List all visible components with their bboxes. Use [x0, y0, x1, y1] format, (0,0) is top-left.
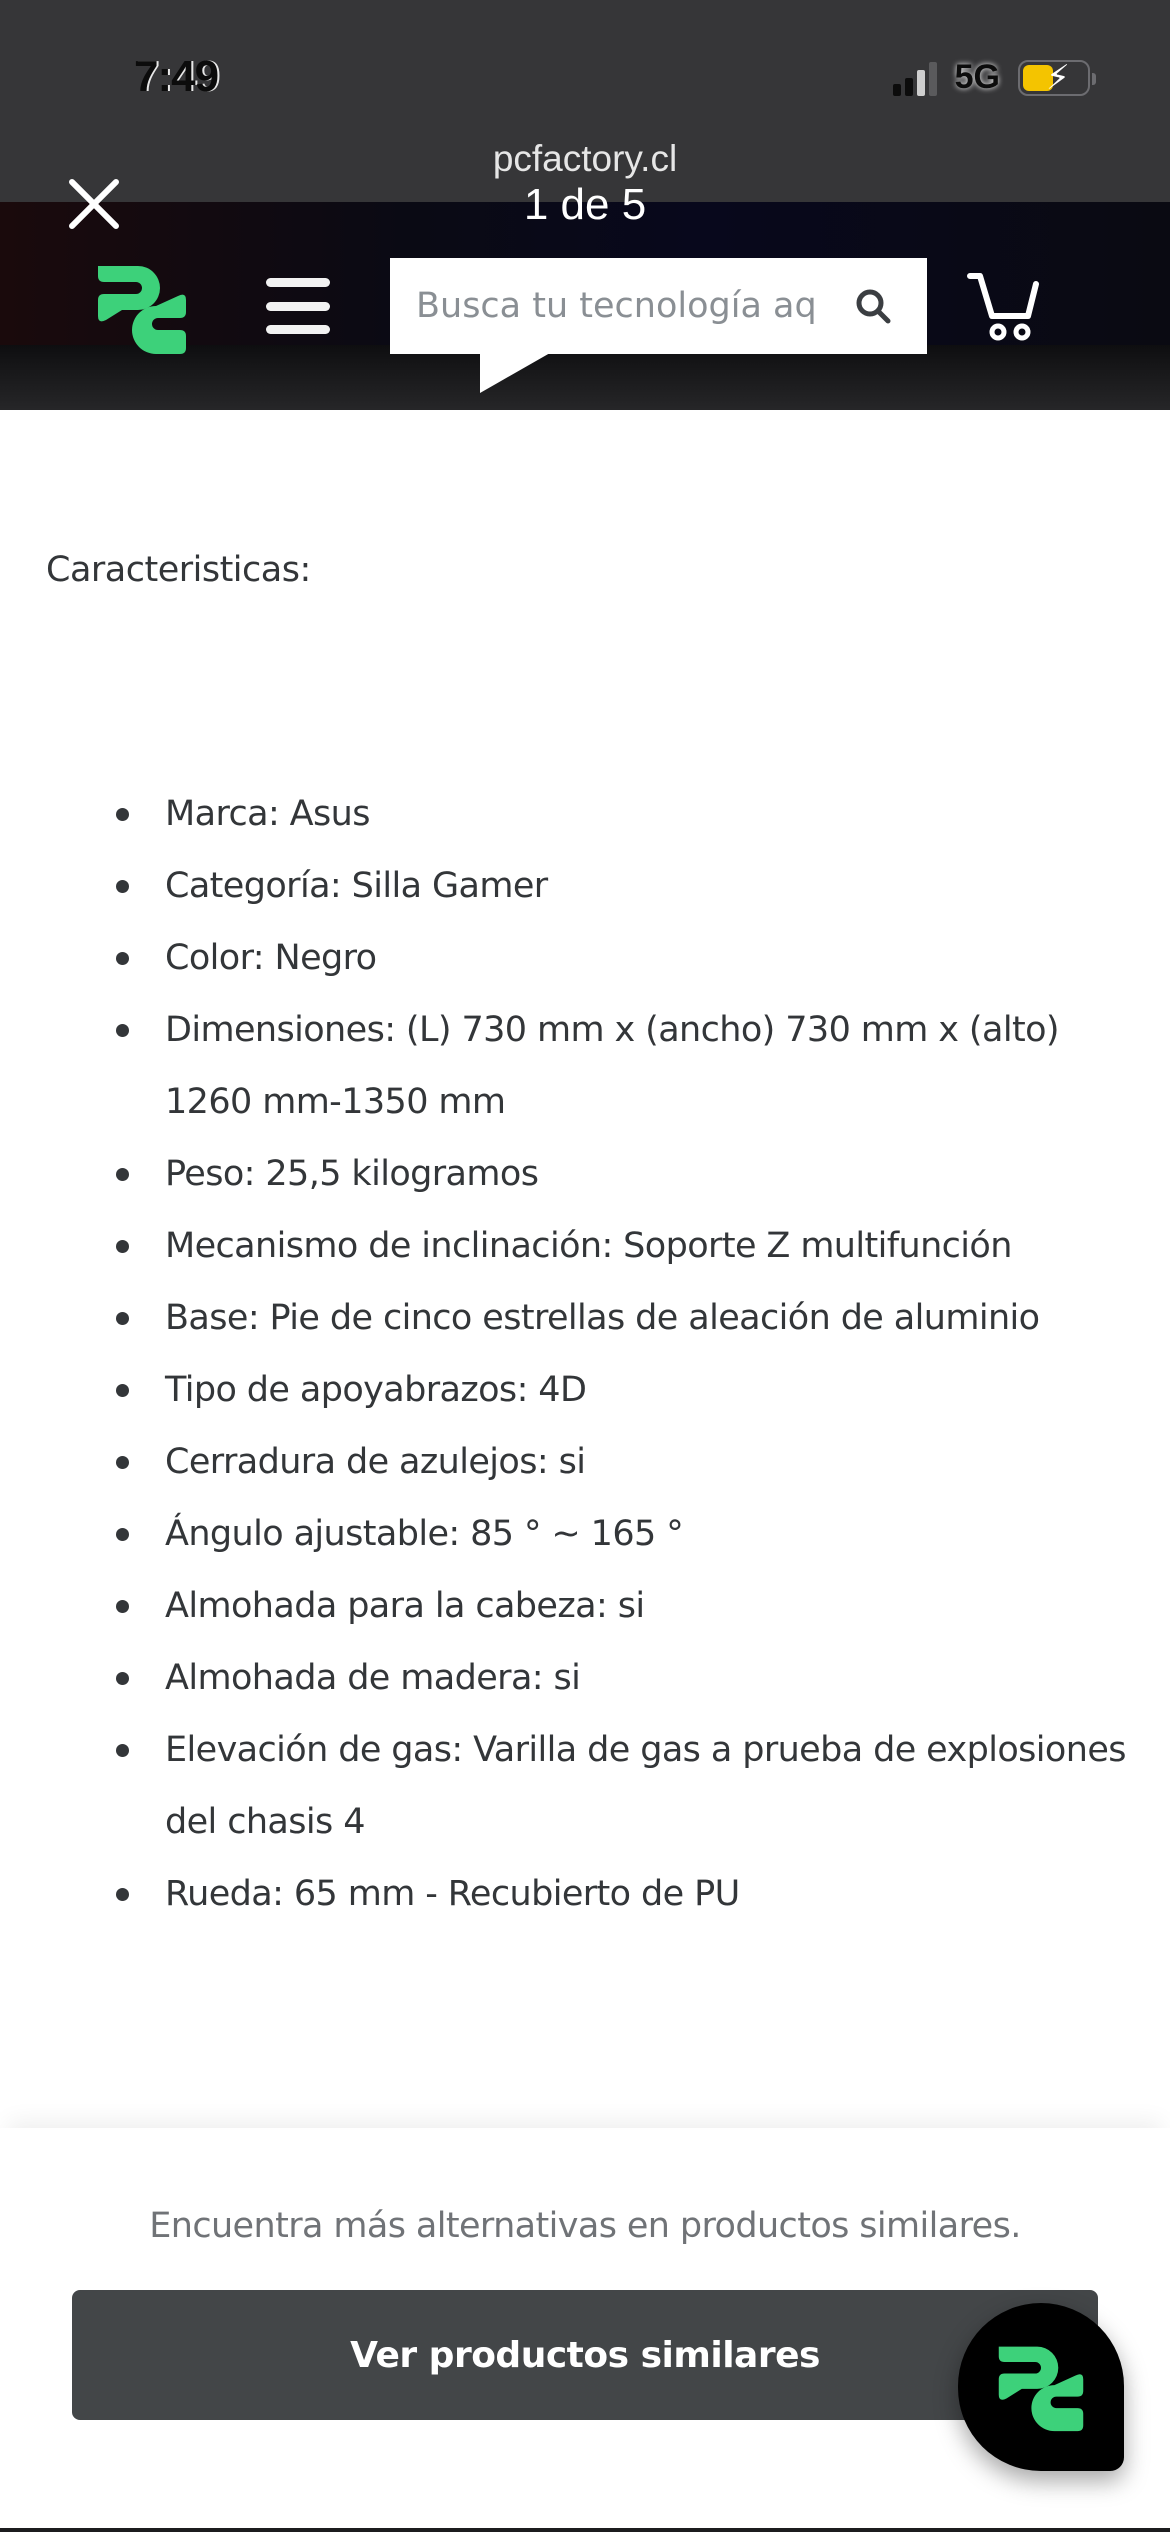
bullet-icon [116, 1672, 129, 1685]
status-icons [893, 58, 1090, 97]
signal-icon [893, 60, 937, 96]
features-list [112, 778, 1142, 1930]
section-title: Caracteristicas: [46, 550, 311, 590]
search-bubble-tail [480, 353, 550, 393]
list-item: Rueda: 65 mm - Recubierto de PU [112, 1858, 1142, 1930]
status-time: 7:49 [134, 52, 219, 101]
bullet-icon [116, 1456, 129, 1469]
list-item: Dimensiones: (L) 730 mm x (ancho) 730 mm x (alto) 1260 mm-1350 mm [112, 994, 1142, 1138]
list-item: Ángulo ajustable: 85 ° ~ 165 ° [112, 1498, 1142, 1570]
bullet-icon [116, 952, 129, 965]
bullet-icon [116, 1312, 129, 1325]
list-item: Mecanismo de inclinación: Soporte Z multifunción [112, 1210, 1142, 1282]
list-item: Peso: 25,5 kilogramos [112, 1138, 1142, 1210]
bullet-icon [116, 1240, 129, 1253]
battery-charging-icon: ⚡ [1018, 60, 1090, 96]
hamburger-menu-icon[interactable] [266, 278, 330, 334]
image-counter: 1 de 5 [523, 180, 647, 229]
chat-bubble-logo-icon[interactable] [958, 2303, 1124, 2471]
bullet-icon [116, 1528, 129, 1541]
list-item: Base: Pie de cinco estrellas de aleación de aluminio [112, 1282, 1142, 1354]
similar-products-text: Encuentra más alternativas en productos similares. [149, 2206, 1021, 2246]
list-item: Categoría: Silla Gamer [112, 850, 1142, 922]
list-item: Color: Negro [112, 922, 1142, 994]
viewer-top-bar [0, 0, 1170, 202]
bullet-icon [116, 880, 129, 893]
viewer-domain: pcfactory.cl [492, 138, 678, 179]
search-input[interactable] [416, 286, 816, 326]
bullet-icon [116, 1600, 129, 1613]
list-item: Cerradura de azulejos: si [112, 1426, 1142, 1498]
cart-icon[interactable] [964, 266, 1044, 346]
list-item: Marca: Asus [112, 778, 1142, 850]
pcfactory-logo-icon[interactable] [92, 258, 192, 358]
bullet-icon [116, 1888, 129, 1901]
bullet-icon [116, 1384, 129, 1397]
view-similar-products-button[interactable]: Ver productos similares [72, 2290, 1098, 2420]
bottom-edge [0, 2528, 1170, 2532]
network-type: 5G [954, 58, 1000, 96]
list-item: Elevación de gas: Varilla de gas a prueba de explosiones del chasis 4 [112, 1714, 1142, 1858]
bullet-icon [116, 1024, 129, 1037]
bullet-icon [116, 1744, 129, 1757]
list-item: Tipo de apoyabrazos: 4D [112, 1354, 1142, 1426]
search-icon[interactable] [853, 286, 893, 326]
list-item: Almohada de madera: si [112, 1642, 1142, 1714]
list-item: Almohada para la cabeza: si [112, 1570, 1142, 1642]
bullet-icon [116, 1168, 129, 1181]
bullet-icon [116, 808, 129, 821]
search-bar [390, 258, 927, 354]
